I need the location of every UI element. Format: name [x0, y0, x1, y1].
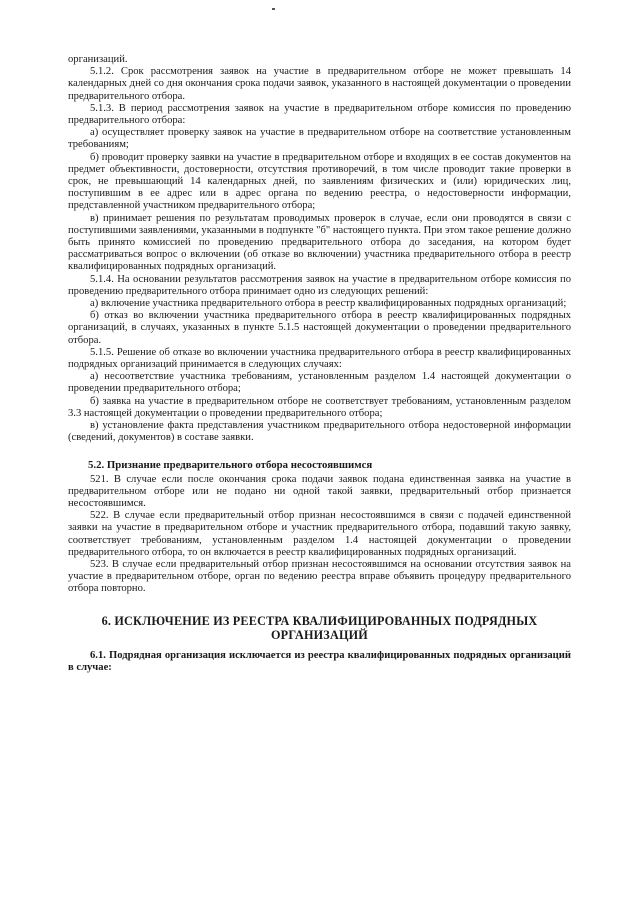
- clause-5-1-5-a: а) несоответствие участника требованиям, установленным разделом 1.4 настоящей документации о проведении предварительного отбора;: [68, 371, 571, 395]
- clause-5-1-4-a: а) включение участника предварительного отбора в реестр квалифицированных подрядных организаций;: [90, 298, 567, 310]
- scan-speck: [272, 8, 275, 10]
- clause-5-1-2: 5.1.2. Срок рассмотрения заявок на участие в предварительном отборе не может превышать 14 календарных дней со дня окончания срока подачи заявок, указанного в настоящей документации о проведении предварительного отбора.: [68, 66, 571, 102]
- section-heading-6: 6. ИСКЛЮЧЕНИЕ ИЗ РЕЕСТРА КВАЛИФИЦИРОВАННЫХ ПОДРЯДНЫХ ОРГАНИЗАЦИЙ: [101, 613, 538, 642]
- clause-5-1-3-a: а) осуществляет проверку заявок на участие в предварительном отборе на соответствие установленным требованиям;: [68, 127, 571, 151]
- clause-5-1-5-v: в) установление факта представления участником предварительного отбора недостоверной информации (сведений, документов) в составе заявки.: [68, 420, 571, 444]
- clause-5-2-2: 522. В случае если предварительный отбор признан несостоявшимся в связи с подачей единственной заявки на участие в предварительном отборе и участник предварительного отбора, подавший такую заявку, соответствует требованиям, установленным разделом 1.4 настоящей документации о проведении предварительного отбора, то он включается в реестр квалифицированных подрядных организаций.: [68, 510, 571, 558]
- clause-5-1-3-b: б) проводит проверку заявки на участие в предварительном отборе и входящих в ее состав документов на предмет объективности, достоверности, отсутствия противоречий, в том числе проводит такие проверки в срок, не превышающий 14 календарных дней, по заявлениям физических и (или) юридических лиц, поступившим в ее адрес или в адрес органа по ведению реестра, о недостоверности информации, представленной участником предварительного отбора;: [68, 151, 571, 212]
- section-heading-5-2: 5.2. Признание предварительного отбора несостоявшимся: [88, 458, 373, 471]
- clause-5-1-5-b: б) заявка на участие в предварительном отборе не соответствует требованиям, установленным разделом 3.3 настоящей документации о проведении предварительного отбора;: [68, 395, 571, 419]
- clause-5-1-4-b: б) отказ во включении участника предварительного отбора в реестр квалифицированных подрядных организаций, в случаях, указанных в пункте 5.1.5 настоящей документации о проведении предварительного отбора.: [68, 310, 571, 346]
- clause-5-1-5: 5.1.5. Решение об отказе во включении участника предварительного отбора в реестр квалифицированных подрядных организаций принимается в следующих случаях:: [68, 346, 571, 371]
- clause-5-2-1: 521. В случае если после окончания срока подачи заявок подана единственная заявка на участие в предварительном отборе или не подано ни одной такой заявки, предварительный отбор признается несостоявшимся.: [68, 473, 571, 509]
- clause-5-2-3: 523. В случае если предварительный отбор признан несостоявшимся на основании отсутствия заявок на участие в предварительном отборе, орган по ведению реестра вправе объявить процедуру предварительного отбора повторно.: [68, 558, 571, 595]
- clause-6-1: 6.1. Подрядная организация исключается из реестра квалифицированных подрядных организаций в случае:: [68, 649, 571, 673]
- document-body: [68, 54, 571, 674]
- clause-5-1-3: 5.1.3. В период рассмотрения заявок на участие в предварительном отборе комиссия по проведению предварительного отбора:: [68, 102, 571, 127]
- clause-5-1-3-v: в) принимает решения по результатам проводимых проверок в случае, если они проводятся в связи с поступившими заявлениями, указанными в подпункте "б" настоящего пункта. При этом такое решение должно быть принято комиссией по проведению предварительного отбора до заседания, на котором будет рассматриваться вопрос о включении (об отказе во включении) участника предварительного отбора в реестр квалифицированных подрядных организаций.: [68, 212, 571, 273]
- paragraph-organizations-end: организаций.: [68, 54, 128, 65]
- clause-5-1-4: 5.1.4. На основании результатов рассмотрения заявок на участие в предварительном отборе комиссия по проведению предварительного отбора принимает одно из следующих решений:: [68, 273, 571, 297]
